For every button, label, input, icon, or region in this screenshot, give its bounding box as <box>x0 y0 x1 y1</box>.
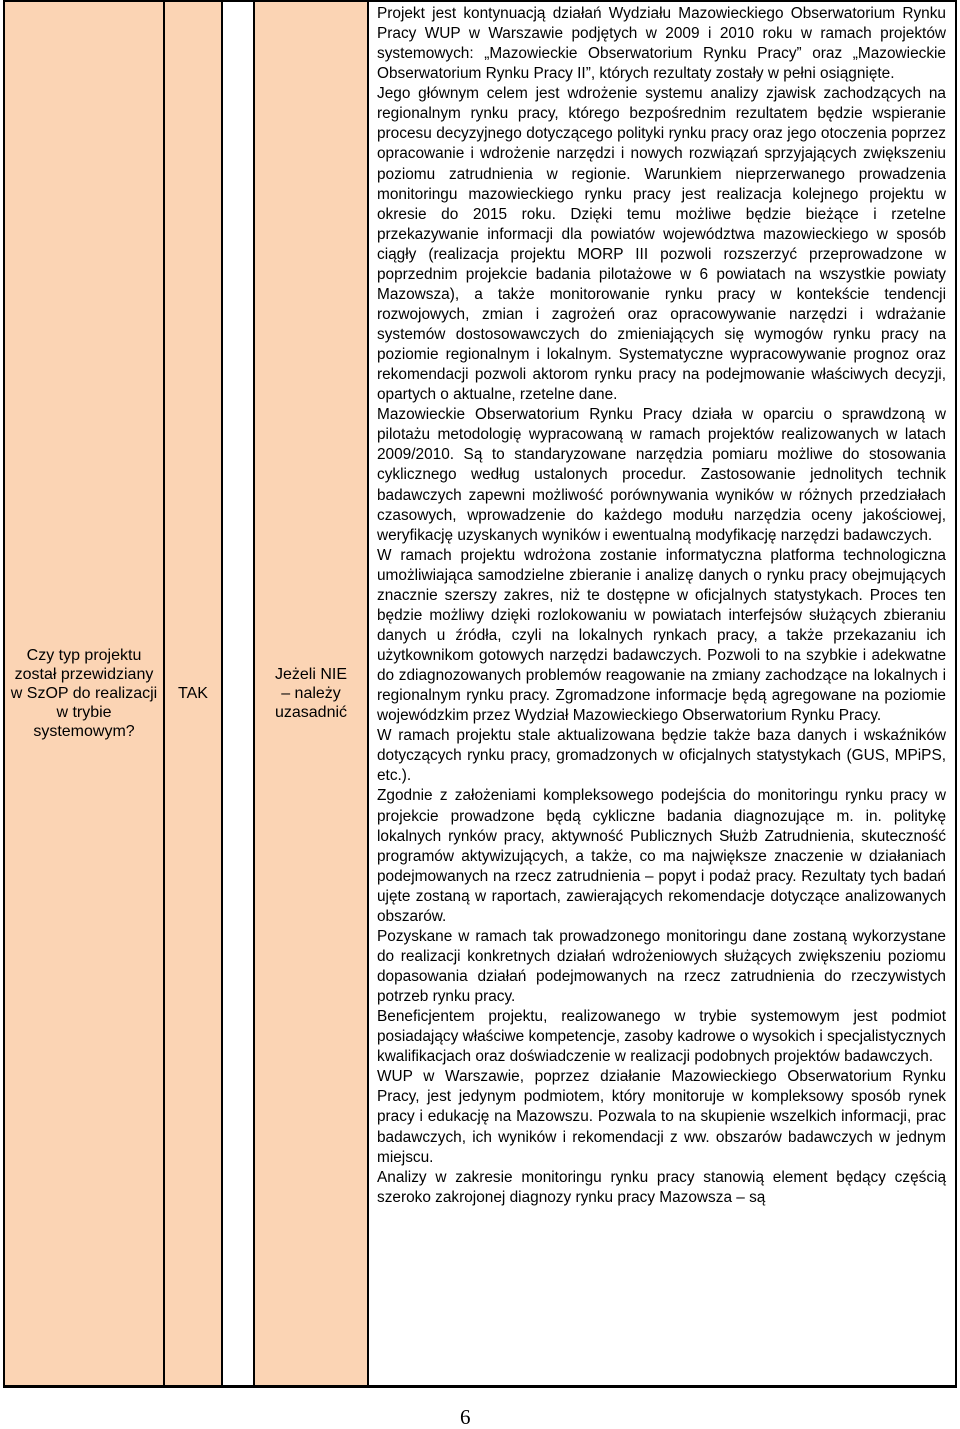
paragraph: Beneficjentem projektu, realizowanego w trybie systemowym jest podmiot posiadający właściwe kompetencje, zasoby kadrowe o wysokich i specjalistycznych kwalifikacjach oraz doświadczenie w realizacji podobnych projektów badawczych. <box>377 1008 946 1066</box>
paragraph: Analizy w zakresie monitoringu rynku pracy stanowią element będący częścią szeroko zakrojonej diagnozy rynku pracy Mazowsza – są <box>377 1168 946 1206</box>
paragraph: Pozyskane w ramach tak prowadzonego monitoringu dane zostaną wykorzystane do realizacji konkretnych działań wdrożeniowych służących zwiększeniu poziomu dopasowania działań podejmowanych na rzecz zatrudnienia do rzeczywistych potrzeb rynku pracy. <box>377 927 946 1006</box>
table-row <box>4 1 956 1387</box>
justification-cell <box>368 1 956 1387</box>
answer-yes-label: TAK <box>178 685 208 702</box>
paragraph: Projekt jest kontynuacją działań Wydziału Mazowieckiego Obserwatorium Rynku Pracy WUP w Warszawie podjętych w 2009 i 2010 roku w ramach projektów systemowych: „Mazowieckie Obserwatorium Rynku Pracy” oraz „Mazowieckie Obserwatorium Rynku Pracy II”, których rezultaty zostały w pełni osiągnięte. <box>377 5 946 83</box>
paragraph: Mazowieckie Obserwatorium Rynku Pracy działa w oparciu o sprawdzoną w pilotażu metodologię wypracowaną w ramach projektów realizowanych w latach 2009/2010. Są to standaryzowane narzędzia pomiaru możliwe do stosowania cyklicznego według ustalonych procedur. Zastosowanie jednolitych technik badawczych zapewni możliwość porównywania wyników w różnych przedziałach czasowych, wprowadzenie do każdego modułu narzędzia oceny jakościowej, weryfikację uzyskanych wyników i ewentualną modyfikację narzędzi badawczych. <box>377 406 946 544</box>
justification-text <box>377 4 946 1208</box>
paragraph: Zgodnie z założeniami kompleksowego podejścia do monitoringu rynku pracy w projekcie prowadzone będą cykliczne badania diagnozujące m. in. politykę lokalnych rynków pracy, aktywność Publicznych Służb Zatrudnienia, skuteczność programów aktywizujących, a także, co ma największe znaczenie w działaniach podejmowanych na rzecz zatrudnienia – popyt i podaż pracy. Rezultaty tych badań ujęte zostaną w raportach, zawierających rekomendacje dotyczące analizowanych obszarów. <box>377 787 946 925</box>
answer-yes-cell <box>164 1 222 1387</box>
paragraph: WUP w Warszawie, poprzez działanie Mazowieckiego Obserwatorium Rynku Pracy, jest jedynym podmiotem, który monitoruje w kompleksowy sposób rynek pracy i edukację na Mazowszu. Pozwala to na skupienie wszelkich informacji, prac badawczych, ich wyników i rekomendacji z ww. obszarów badawczych w jednym miejscu. <box>377 1068 946 1166</box>
form-table <box>3 0 957 1388</box>
paragraph: W ramach projektu wdrożona zostanie informatyczna platforma technologiczna umożliwiająca samodzielne zbieranie i analizę danych o rynku pracy obejmujących znacznie szerszy zakres, niż te dostępne w oficjalnych statystykach. Proces ten będzie możliwy dzięki rozlokowaniu w powiatach interfejsów służących zbieraniu danych u źródła, czyli na lokalnych rynkach pracy, a także przekazaniu ich użytkownikom gotowych narzędzi badawczych. Pozwoli to na szybkie i adekwatne do zdiagnozowanych problemów reagowanie na zmiany zachodzące na lokalnych i regionalnym rynku pracy. Zgromadzone informacje będą agregowane na poziomie wojewódzkim przez Wydział Mazowieckiego Obserwatorium Rynku Pracy. <box>377 546 946 725</box>
if-no-cell <box>254 1 368 1387</box>
question-cell <box>4 1 164 1387</box>
page-number: 6 <box>460 1405 471 1429</box>
empty-cell <box>222 1 254 1387</box>
if-no-label: Jeżeli NIE – należy uzasadnić <box>274 666 348 721</box>
paragraph: Jego głównym celem jest wdrożenie systemu analizy zjawisk zachodzących na regionalnym rynku pracy, którego bezpośrednim rezultatem będzie wspieranie procesu decyzyjnego dotyczącego polityki rynku pracy oraz jego otoczenia poprzez opracowanie i wdrożenie narzędzi i nowych rozwiązań sprzyjających zwiększeniu poziomu zatrudnienia w regionie. Warunkiem nieprzerwanego prowadzenia monitoringu mazowieckiego rynku pracy jest realizacja kolejnego projektu w okresie do 2015 roku. Dzięki temu możliwe będzie bieżące i rzetelne przekazywanie informacji dla powiatów województwa mazowieckiego w sposób ciągły (realizacja projektu MORP III pozwoli rozszerzyć przeprowadzone w poprzednim projekcie badania pilotażowe w 6 powiatach na wszystkie powiaty Mazowsza), a także monitorowanie rynku pracy w kontekście tendencji rozwojowych, zmian i zagrożeń oraz opracowywanie narzędzi i wdrażanie systemów dostosowawczych do zmieniających się wymogów rynku pracy na poziomie regionalnym i lokalnym. Systematyczne wypracowywanie prognoz oraz rekomendacji pozwoli aktorom rynku pracy na podejmowanie właściwych decyzji, opartych o aktualne, rzetelne dane. <box>377 85 946 404</box>
paragraph: W ramach projektu stale aktualizowana będzie także baza danych i wskaźników dotyczących rynku pracy, gromadzonych w oficjalnych statystykach (GUS, MPiPS, etc.). <box>377 727 946 785</box>
question-label: Czy typ projektu został przewidziany w SzOP do realizacji w trybie systemowym? <box>10 647 158 740</box>
